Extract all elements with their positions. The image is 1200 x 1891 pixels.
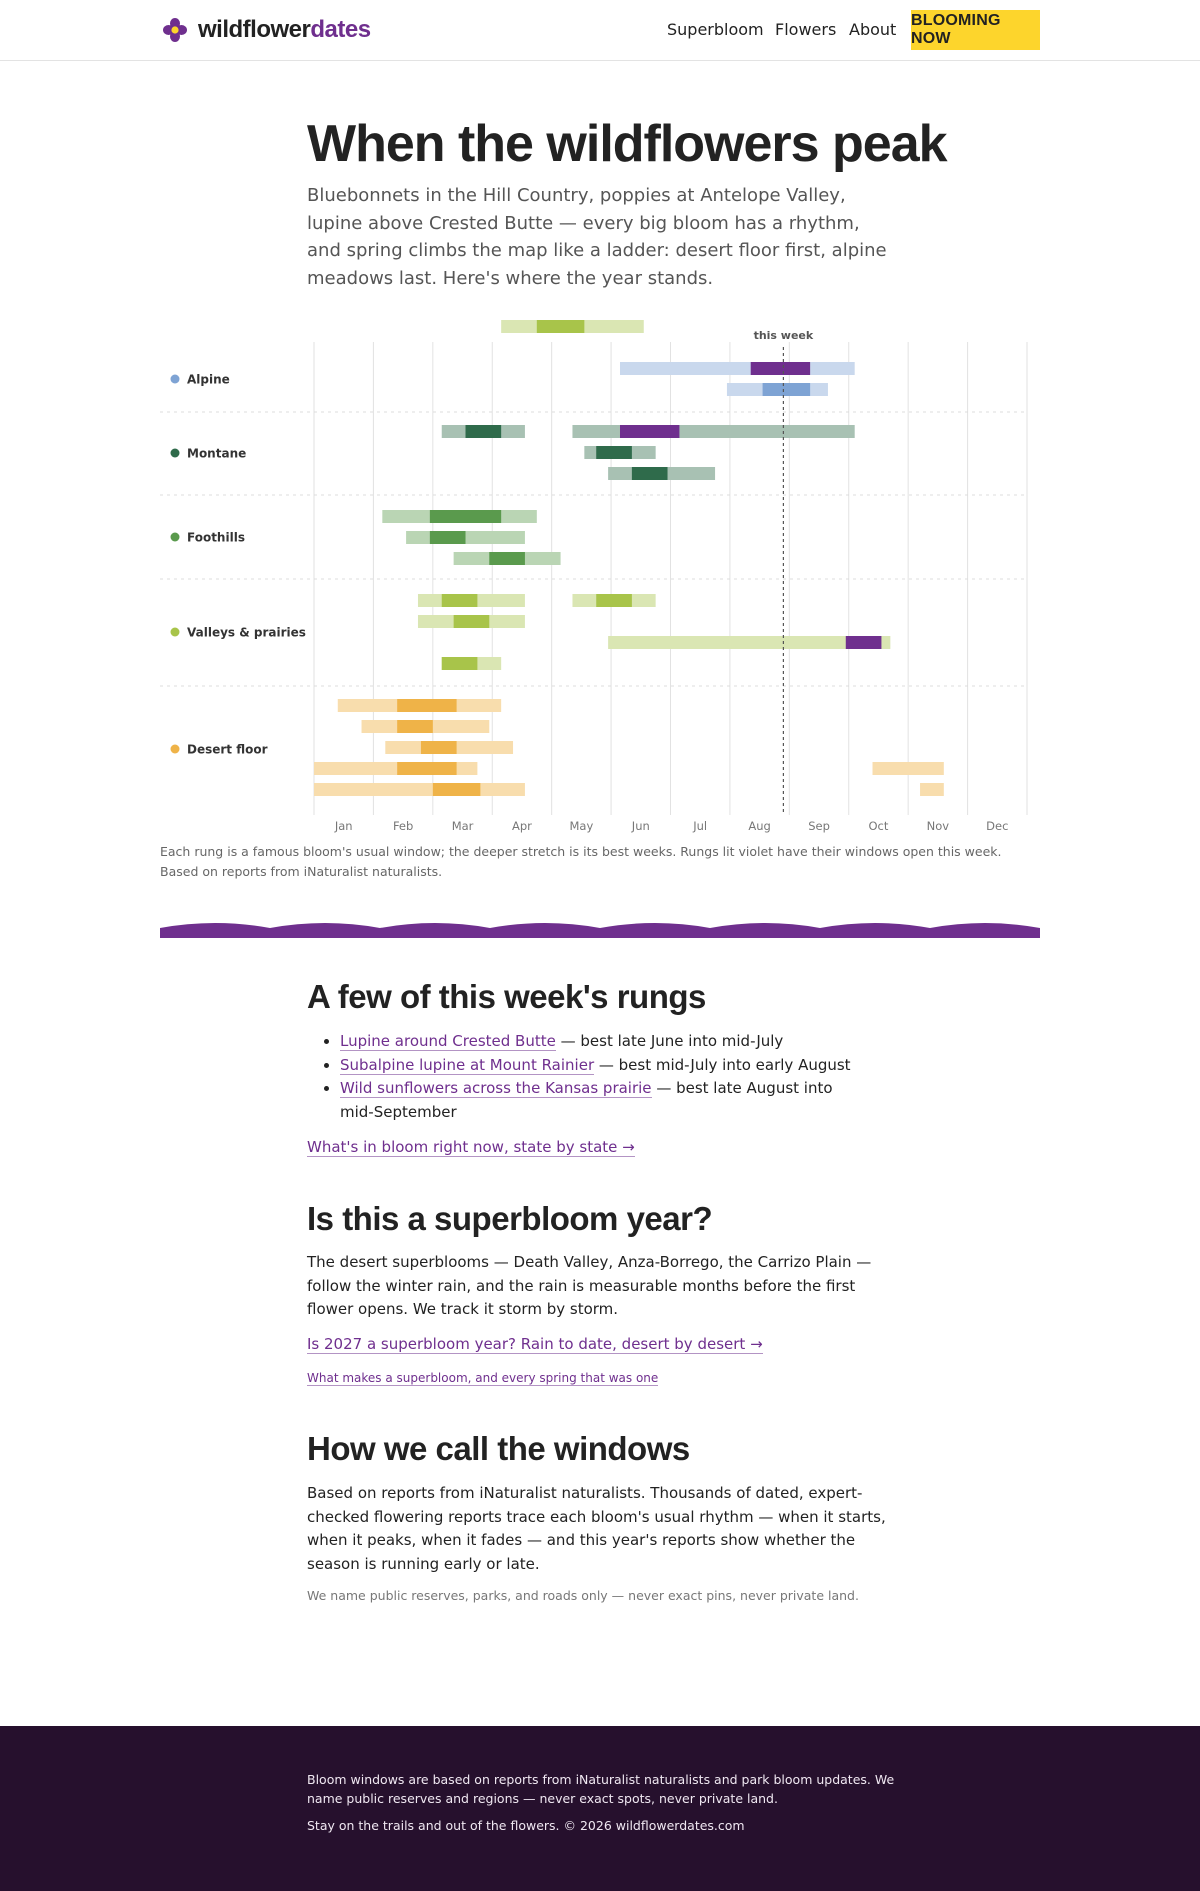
- band-label: Desert floor: [187, 742, 268, 757]
- rungs-heading: A few of this week's rungs: [307, 978, 706, 1015]
- list-item: [340, 1054, 870, 1078]
- bloom-window-bar: [873, 762, 944, 775]
- flower-logo-icon: [162, 17, 188, 43]
- peak-weeks-bar: [421, 741, 457, 754]
- peak-weeks-bar: [397, 699, 456, 712]
- site-header: [0, 0, 1200, 61]
- band-dot: [171, 449, 180, 458]
- nav-about[interactable]: About: [849, 20, 897, 39]
- peak-weeks-bar: [489, 552, 525, 565]
- rung-detail: — best late August into mid-September: [340, 1079, 833, 1121]
- footer-attribution: Bloom windows are based on reports from iNaturalist naturalists and park bloom updates. We name public reserves and regions — never exact spots, never private land.: [307, 1772, 895, 1806]
- peak-weeks-bar: [620, 425, 679, 438]
- blooming-now-button[interactable]: BLOOMING NOW: [911, 10, 1040, 50]
- wave-divider: [160, 920, 1040, 938]
- band-dot: [171, 375, 180, 384]
- band-label: Montane: [187, 446, 247, 461]
- peak-weeks-bar: [442, 657, 478, 670]
- brand-suffix: dates: [310, 16, 371, 43]
- nav-flowers[interactable]: Flowers: [775, 20, 837, 39]
- month-tick-label: Mar: [451, 819, 474, 833]
- month-tick-label: Dec: [986, 819, 1009, 833]
- peak-weeks-bar: [466, 425, 502, 438]
- bloom-ladder-svg: [0, 320, 1200, 840]
- bloom-window-bar: [572, 425, 854, 438]
- band-dot: [171, 745, 180, 754]
- hero-lede: Bluebonnets in the Hill Country, poppies at Antelope Valley, lupine above Crested Butte — every big bloom has a rhythm, and spring climbs the map like a ladder: desert floor first, alpine meadows last. Here's where the year stands.: [307, 185, 887, 289]
- peak-weeks-bar: [442, 594, 478, 607]
- page-title: When the wildflowers peak: [307, 115, 947, 173]
- bloom-window-bar: [314, 783, 525, 796]
- peak-weeks-bar: [537, 320, 585, 333]
- brand-name: [198, 16, 371, 44]
- band-label: Valleys & prairies: [187, 625, 306, 640]
- band-dot: [171, 533, 180, 542]
- brand-logo-link[interactable]: [162, 14, 371, 46]
- peak-weeks-bar: [846, 636, 882, 649]
- month-tick-label: Aug: [748, 819, 771, 833]
- this-week-label: this week: [753, 329, 814, 342]
- month-tick-label: Feb: [392, 819, 414, 833]
- windows-body: Based on reports from iNaturalist naturalists. Thousands of dated, expert-checked flowering reports trace each bloom's usual rhythm — when it starts, when it peaks, when it fades — and this year's reports show whether the season is running early or late.: [307, 1484, 886, 1573]
- peak-weeks-bar: [454, 615, 490, 628]
- peak-weeks-bar: [433, 783, 481, 796]
- bloom-window-bar: [920, 783, 944, 796]
- rung-list: [340, 1030, 870, 1124]
- brand-prefix: wildflower: [198, 16, 311, 43]
- chart-caption: Each rung is a famous bloom's usual window; the deeper stretch is its best weeks. Rungs lit violet have their windows open this week. Based on reports from iNaturalist naturalists.: [160, 844, 1002, 879]
- superbloom-heading: Is this a superbloom year?: [307, 1200, 713, 1237]
- superbloom-2027-link[interactable]: Is 2027 a superbloom year? Rain to date, desert by desert →: [307, 1335, 763, 1353]
- list-item: [340, 1077, 870, 1124]
- month-tick-label: Nov: [926, 819, 950, 833]
- rung-link-crested-butte[interactable]: Lupine around Crested Butte: [340, 1032, 556, 1050]
- peak-weeks-bar: [632, 467, 668, 480]
- month-tick-label: May: [569, 819, 594, 833]
- list-item: [340, 1030, 870, 1054]
- bloom-ladder-chart: [0, 320, 1200, 840]
- rung-detail: — best late June into mid-July: [555, 1032, 784, 1050]
- month-tick-label: Apr: [512, 819, 532, 833]
- privacy-note: We name public reserves, parks, and roads only — never exact pins, never private land.: [307, 1588, 859, 1603]
- footer-copyright: Stay on the trails and out of the flowers. © 2026 wildflowerdates.com: [307, 1818, 745, 1833]
- month-tick-label: Jun: [631, 819, 650, 833]
- peak-weeks-bar: [751, 362, 810, 375]
- peak-weeks-bar: [397, 762, 456, 775]
- superbloom-body: The desert superblooms — Death Valley, Anza-Borrego, the Carrizo Plain — follow the winter rain, and the rain is measurable months before the first flower opens. We track it storm by storm.: [307, 1253, 872, 1318]
- month-tick-label: Oct: [868, 819, 889, 833]
- month-tick-label: Jan: [334, 819, 353, 833]
- peak-weeks-bar: [430, 510, 501, 523]
- peak-weeks-bar: [763, 383, 811, 396]
- rung-link-mount-rainier[interactable]: Subalpine lupine at Mount Rainier: [340, 1055, 595, 1074]
- band-label: Alpine: [187, 372, 230, 387]
- rung-link-kansas-prairie[interactable]: Wild sunflowers across the Kansas prairie: [340, 1079, 652, 1097]
- rung-detail: — best mid-July into early August: [594, 1055, 851, 1074]
- site-footer: [0, 1726, 1200, 1891]
- month-tick-label: Sep: [808, 819, 830, 833]
- month-tick-label: Jul: [693, 819, 708, 833]
- band-label: Foothills: [187, 530, 245, 545]
- nav-superbloom[interactable]: Superbloom: [667, 20, 764, 39]
- band-dot: [171, 628, 180, 637]
- in-bloom-by-state-link[interactable]: What's in bloom right now, state by state →: [307, 1138, 635, 1156]
- bloom-window-bar: [620, 362, 855, 375]
- peak-weeks-bar: [397, 720, 433, 733]
- peak-weeks-bar: [596, 446, 632, 459]
- peak-weeks-bar: [430, 531, 466, 544]
- peak-weeks-bar: [596, 594, 632, 607]
- windows-heading: How we call the windows: [307, 1430, 690, 1467]
- superbloom-history-link[interactable]: What makes a superbloom, and every spring that was one: [307, 1371, 659, 1385]
